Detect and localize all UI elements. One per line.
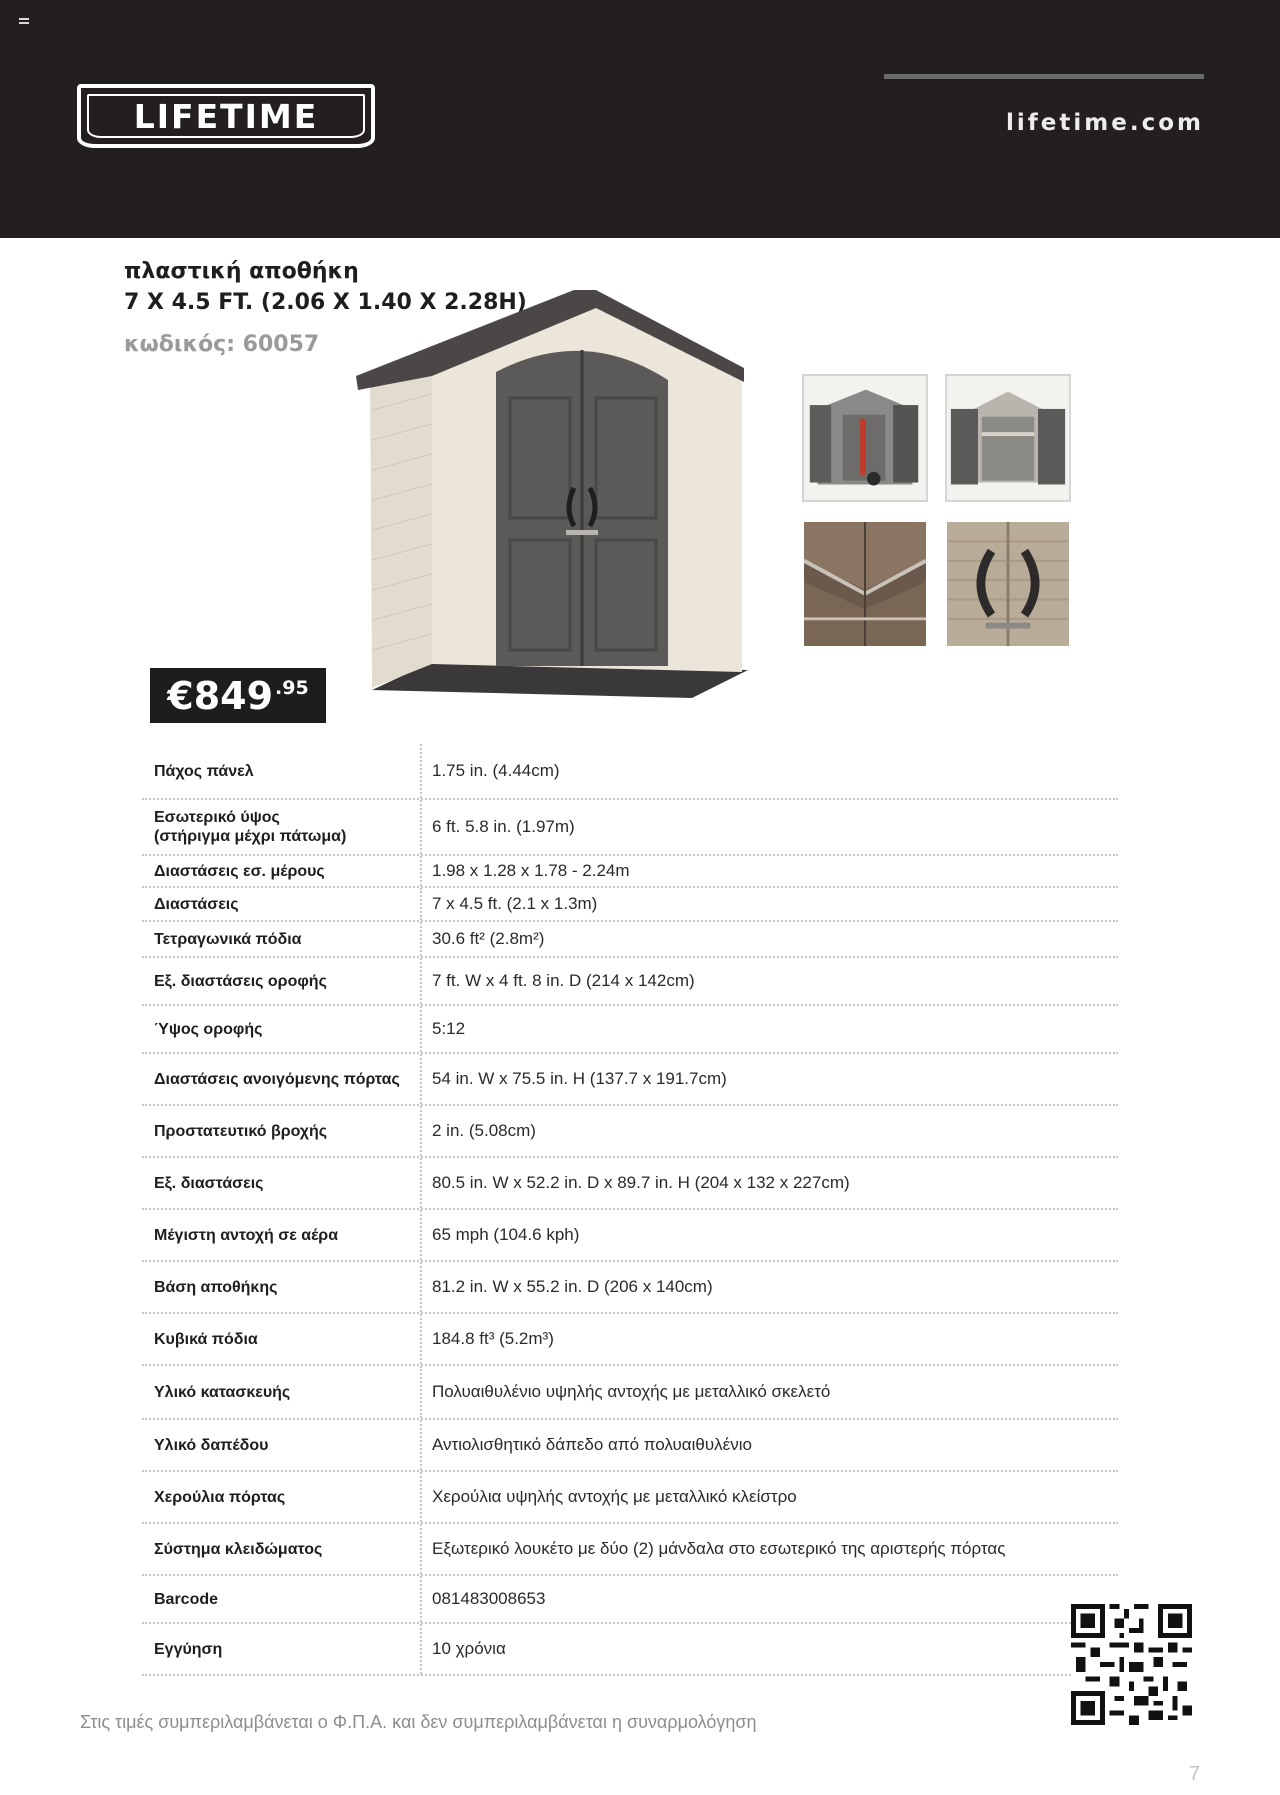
spec-row — [142, 856, 1118, 888]
spec-label: Εξ. διαστάσεις — [154, 1174, 264, 1192]
spec-row — [142, 1054, 1118, 1106]
product-title-line2: 7 X 4.5 FT. (2.06 X 1.40 X 2.28H) — [124, 290, 527, 315]
spec-value: 2 in. (5.08cm) — [420, 1106, 1118, 1156]
shed-main-image — [352, 290, 752, 730]
spec-value: Αντιολισθητικό δάπεδο από πολυαιθυλένιο — [420, 1420, 1118, 1470]
spec-value: 7 x 4.5 ft. (2.1 x 1.3m) — [420, 888, 1118, 920]
spec-row — [142, 1624, 1118, 1676]
brand-logo-text: LIFETIME — [133, 96, 319, 136]
spec-label: Barcode — [154, 1590, 219, 1608]
spec-label: Βάση αποθήκης — [154, 1278, 278, 1296]
spec-label: Εσωτερικό ύψος (στήριγμα μέχρι πάτωμα) — [154, 809, 347, 845]
spec-value: 081483008653 — [420, 1576, 1118, 1622]
spec-label: Διαστάσεις — [154, 895, 239, 913]
spec-row — [142, 1158, 1118, 1210]
site-url-link[interactable]: lifetime.com — [1006, 110, 1204, 136]
product-title-line1: πλαστική αποθήκη — [124, 259, 359, 284]
vat-footnote: Στις τιμές συμπεριλαμβάνεται ο Φ.Π.Α. και δεν συμπεριλαμβάνεται η συναρμολόγηση — [80, 1712, 757, 1732]
spec-value: 80.5 in. W x 52.2 in. D x 89.7 in. H (204 x 132 x 227cm) — [420, 1158, 1118, 1208]
spec-label: Διαστάσεις εσ. μέρους — [154, 862, 325, 880]
spec-row — [142, 1262, 1118, 1314]
spec-value: 81.2 in. W x 55.2 in. D (206 x 140cm) — [420, 1262, 1118, 1312]
thumbnail-door-handles[interactable] — [945, 520, 1071, 648]
thumbnail-roof-detail[interactable] — [802, 520, 928, 648]
spec-row — [142, 1420, 1118, 1472]
qr-code-icon[interactable] — [1071, 1604, 1192, 1725]
spec-label: Διαστάσεις ανοιγόμενης πόρτας — [154, 1070, 400, 1088]
spec-row — [142, 1006, 1118, 1054]
spec-row — [142, 1366, 1118, 1420]
spec-row — [142, 1524, 1118, 1576]
spec-row — [142, 958, 1118, 1006]
header-divider — [884, 74, 1204, 79]
spec-label: Ύψος οροφής — [154, 1020, 263, 1038]
spec-label: Προστατευτικό βροχής — [154, 1122, 328, 1140]
specs-table — [142, 744, 1118, 1676]
spec-row — [142, 888, 1118, 922]
spec-label: Πάχος πάνελ — [154, 762, 254, 780]
spec-label: Υλικό δαπέδου — [154, 1436, 269, 1454]
spec-label: Τετραγωνικά πόδια — [154, 930, 302, 948]
spec-label: Χερούλια πόρτας — [154, 1488, 286, 1506]
spec-row — [142, 922, 1118, 958]
spec-value: 7 ft. W x 4 ft. 8 in. D (214 x 142cm) — [420, 958, 1118, 1004]
thumbnail-interior-right[interactable] — [945, 374, 1071, 502]
price-tag — [150, 668, 326, 723]
thumbnail-interior-left[interactable] — [802, 374, 928, 502]
spec-label: Εξ. διαστάσεις οροφής — [154, 972, 327, 990]
page-number: 7 — [1189, 1763, 1201, 1785]
spec-label: Εγγύηση — [154, 1640, 223, 1658]
spec-value: 184.8 ft³ (5.2m³) — [420, 1314, 1118, 1364]
spec-value: Χερούλια υψηλής αντοχής με μεταλλικό κλείστρο — [420, 1472, 1118, 1522]
spec-row — [142, 744, 1118, 800]
spec-value: 1.75 in. (4.44cm) — [420, 744, 1118, 798]
spec-row — [142, 1106, 1118, 1158]
spec-value: 30.6 ft² (2.8m²) — [420, 922, 1118, 956]
spec-value: 65 mph (104.6 kph) — [420, 1210, 1118, 1260]
product-code: κωδικός: 60057 — [124, 332, 320, 357]
spec-value: Εξωτερικό λουκέτο με δύο (2) μάνδαλα στο εσωτερικό της αριστερής πόρτας — [420, 1524, 1118, 1574]
spec-row — [142, 1576, 1118, 1624]
price-cents: .95 — [275, 677, 309, 699]
spec-row — [142, 1314, 1118, 1366]
spec-value: 6 ft. 5.8 in. (1.97m) — [420, 800, 1118, 854]
spec-row — [142, 800, 1118, 856]
spec-value: 54 in. W x 75.5 in. H (137.7 x 191.7cm) — [420, 1054, 1118, 1104]
spec-label: Σύστημα κλειδώματος — [154, 1540, 323, 1558]
spec-row — [142, 1210, 1118, 1262]
spec-row — [142, 1472, 1118, 1524]
header-banner — [0, 0, 1280, 238]
spec-value: 10 χρόνια — [420, 1624, 1118, 1674]
brand-logo[interactable] — [77, 84, 375, 148]
spec-label: Υλικό κατασκευής — [154, 1383, 291, 1401]
menu-icon[interactable] — [19, 18, 29, 26]
price-amount: €849 — [167, 674, 274, 718]
spec-value: Πολυαιθυλένιο υψηλής αντοχής με μεταλλικό σκελετό — [420, 1366, 1118, 1418]
spec-value: 1.98 x 1.28 x 1.78 - 2.24m — [420, 856, 1118, 886]
spec-label: Κυβικά πόδια — [154, 1330, 258, 1348]
spec-value: 5:12 — [420, 1006, 1118, 1052]
spec-label: Μέγιστη αντοχή σε αέρα — [154, 1226, 339, 1244]
